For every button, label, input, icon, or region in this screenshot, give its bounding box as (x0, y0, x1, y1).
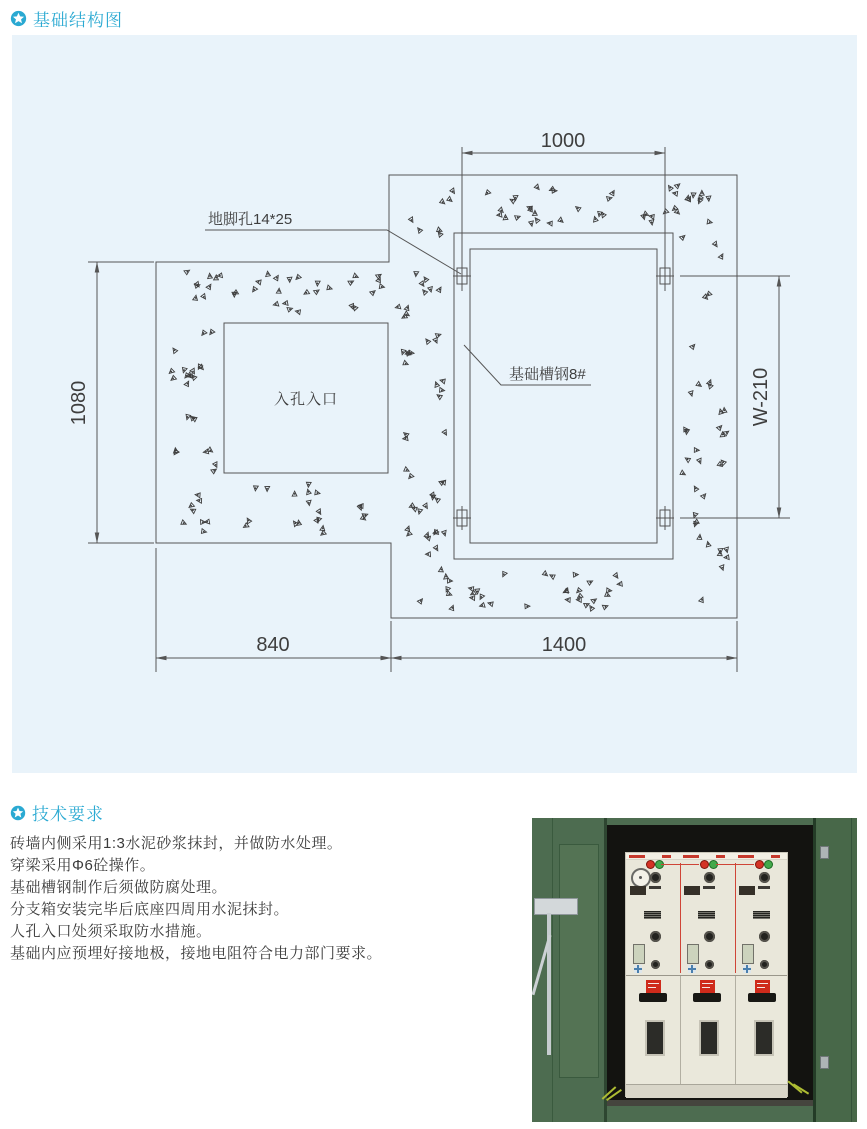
cabinet-plinth (626, 1084, 787, 1098)
gauge-dial (631, 868, 651, 888)
concrete-mark (358, 502, 365, 509)
concrete-mark (276, 288, 282, 295)
concrete-mark (211, 469, 217, 474)
concrete-mark (208, 328, 215, 334)
section-title-label: 基础结构图 (33, 11, 123, 30)
concrete-mark (395, 304, 401, 309)
concrete-mark (446, 578, 453, 584)
concrete-mark (584, 604, 590, 608)
concrete-mark (692, 448, 699, 454)
concrete-mark (376, 277, 383, 284)
concrete-mark (409, 503, 415, 507)
concrete-mark (541, 571, 547, 578)
concrete-mark (606, 197, 612, 202)
vent-grille (753, 911, 770, 919)
concrete-mark (649, 213, 656, 220)
indicator-light-red (756, 861, 763, 868)
concrete-mark (695, 381, 701, 388)
concrete-mark (313, 490, 320, 497)
tech-requirement-item: 基础内应预埋好接地极，接地电阻符合电力部门要求。 (10, 945, 383, 962)
concrete-mark (200, 529, 207, 536)
concrete-mark (478, 593, 485, 600)
concrete-mark (694, 486, 699, 492)
tech-requirement-item: 穿梁采用Φ6砼操作。 (10, 857, 156, 874)
concrete-mark (572, 572, 579, 578)
concrete-mark (712, 241, 717, 247)
cabinet-label-red (771, 855, 780, 858)
concrete-mark (192, 415, 199, 422)
concrete-mark (252, 484, 259, 491)
concrete-mark (575, 587, 582, 593)
channel-steel-label: 基础槽钢8# (509, 366, 586, 383)
cabinet-right-door (813, 818, 857, 1122)
concrete-mark (200, 329, 207, 335)
concrete-mark (194, 281, 199, 287)
concrete-mark (564, 588, 571, 595)
cabinet-label-red (716, 855, 725, 858)
concrete-mark (351, 273, 358, 280)
concrete-mark (307, 489, 312, 495)
knob-label (649, 886, 661, 889)
concrete-mark (535, 217, 540, 223)
operation-knob (759, 931, 770, 942)
concrete-mark (412, 505, 419, 512)
concrete-mark (443, 585, 450, 592)
concrete-mark (444, 574, 450, 581)
operation-knob (704, 931, 715, 942)
concrete-mark (717, 426, 724, 432)
inspection-window (645, 1020, 665, 1056)
concrete-mark (168, 368, 175, 374)
concrete-mark (424, 276, 429, 282)
concrete-mark (648, 218, 654, 225)
concrete-mark (679, 470, 686, 477)
display-window (633, 944, 645, 964)
concrete-mark (403, 435, 410, 441)
concrete-mark (436, 287, 443, 294)
concrete-mark (528, 220, 533, 226)
channel-frame-outer (454, 233, 673, 559)
concrete-mark (674, 184, 680, 190)
concrete-mark (438, 387, 445, 394)
concrete-mark (601, 212, 606, 218)
concrete-mark (500, 570, 507, 577)
operation-knob (760, 960, 769, 969)
concrete-mark (617, 580, 624, 586)
concrete-mark (435, 496, 441, 503)
concrete-mark (718, 254, 725, 261)
concrete-mark (256, 278, 263, 285)
concrete-mark (217, 272, 224, 278)
concrete-mark (717, 551, 724, 558)
indicator-light-green (765, 861, 772, 868)
concrete-mark (442, 430, 447, 436)
nameplate-dark (684, 886, 700, 895)
operation-knob (650, 931, 661, 942)
concrete-mark (610, 190, 617, 197)
concrete-mark (706, 542, 711, 548)
manhole-label: 入孔入口 (273, 391, 339, 408)
concrete-mark (662, 208, 668, 214)
concrete-mark (188, 502, 194, 507)
concrete-mark (195, 491, 202, 498)
concrete-mark (425, 550, 432, 556)
concrete-mark (417, 599, 424, 605)
concrete-mark (401, 360, 408, 367)
concrete-mark (208, 273, 214, 280)
star-badge-icon (10, 805, 26, 821)
mimic-cross-symbol (743, 965, 751, 973)
concrete-mark (534, 184, 539, 190)
operation-knob (759, 872, 770, 883)
display-window (687, 944, 699, 964)
mimic-bus-line (680, 863, 681, 973)
concrete-mark (263, 485, 269, 492)
foundation-diagram (12, 35, 857, 773)
vent-grille (698, 911, 715, 919)
concrete-mark (286, 276, 292, 283)
concrete-mark (441, 530, 446, 536)
cabinet-lower-doors (626, 975, 787, 1084)
concrete-mark (305, 480, 311, 487)
concrete-mark (283, 300, 290, 306)
concrete-mark (640, 213, 645, 219)
cabinet-top-label-strip (626, 853, 787, 860)
concrete-mark (723, 546, 728, 552)
concrete-mark (716, 461, 722, 468)
concrete-mark (688, 390, 693, 396)
concrete-mark (320, 526, 327, 533)
concrete-mark (295, 308, 302, 315)
display-window (742, 944, 754, 964)
tech-requirement-item: 基础槽钢制作后须做防腐处理。 (10, 879, 228, 896)
cabinet-label-red (662, 855, 671, 858)
concrete-mark (565, 596, 572, 603)
concrete-mark (349, 303, 354, 309)
concrete-mark (685, 456, 691, 463)
concrete-mark (724, 554, 731, 560)
cabinet-label-red (683, 855, 699, 858)
operation-knob (650, 872, 661, 883)
concrete-mark (407, 473, 414, 479)
concrete-mark (514, 216, 520, 221)
dimension-right-value: W-210 (750, 367, 772, 427)
concrete-mark (247, 518, 252, 524)
concrete-mark (199, 520, 206, 526)
concrete-mark (179, 520, 186, 527)
dimension-left-value: 1080 (68, 380, 90, 426)
concrete-mark (362, 514, 368, 519)
concrete-mark (402, 467, 409, 474)
concrete-mark (404, 305, 411, 312)
switchgear-cabinet (625, 852, 788, 1097)
concrete-mark (602, 605, 608, 610)
concrete-mark (577, 593, 583, 598)
concrete-mark (213, 462, 217, 468)
cabinet-photo (532, 818, 857, 1122)
concrete-mark (325, 285, 332, 292)
dimension-bottom-right-value: 1400 (541, 634, 587, 656)
door-slot-handle (639, 993, 667, 1002)
concrete-mark (408, 217, 413, 223)
concrete-mark (697, 458, 702, 464)
concrete-mark (547, 219, 554, 226)
concrete-mark (426, 338, 431, 344)
dimension-bottom-left-value: 840 (256, 634, 290, 656)
door-panel-line (851, 818, 852, 1122)
star-badge-icon (10, 10, 27, 27)
concrete-mark (439, 567, 446, 574)
concrete-mark (295, 274, 302, 280)
door-divider (735, 976, 736, 1084)
concrete-mark (314, 279, 320, 286)
concrete-mark (699, 597, 706, 604)
dimension-top-value: 1000 (540, 130, 586, 152)
concrete-mark (587, 581, 593, 585)
mimic-cross-symbol (688, 965, 696, 973)
concrete-mark (304, 289, 310, 294)
concrete-mark (690, 344, 697, 350)
indicator-light-red (701, 861, 708, 868)
concrete-mark (273, 301, 279, 306)
concrete-mark (557, 217, 563, 224)
tech-requirements-list (10, 833, 510, 965)
inspection-window (754, 1020, 774, 1056)
concrete-mark (590, 605, 595, 611)
nameplate-red (755, 980, 770, 993)
knob-label (758, 886, 770, 889)
concrete-mark (214, 275, 220, 282)
anchor-hole-label: 地脚孔14*25 (208, 211, 293, 228)
concrete-mark (200, 294, 205, 300)
nameplate-red (700, 980, 715, 993)
mimic-cross-symbol (634, 965, 642, 973)
tech-requirement-item: 分支箱安装完毕后底座四周用水泥抹封。 (10, 901, 290, 918)
concrete-mark (441, 478, 448, 485)
operation-knob (705, 960, 714, 969)
concrete-mark (532, 210, 538, 217)
concrete-mark (170, 375, 176, 380)
cabinet-floor (604, 1100, 813, 1106)
door-latch-plate (534, 898, 578, 915)
concrete-mark (377, 284, 384, 291)
concrete-mark (314, 290, 320, 295)
concrete-mark (353, 304, 358, 310)
cabinet-label-red (629, 855, 645, 858)
door-inset-panel (559, 844, 599, 1078)
concrete-mark (184, 381, 191, 388)
mimic-bus-line (735, 863, 736, 973)
concrete-mark (697, 534, 704, 541)
concrete-mark (427, 286, 432, 292)
concrete-mark (316, 509, 321, 515)
indicator-light-red (647, 861, 654, 868)
concrete-mark (439, 199, 445, 206)
nameplate-dark (630, 886, 646, 895)
concrete-mark (691, 511, 698, 518)
concrete-mark (550, 572, 557, 579)
concrete-mark (576, 205, 582, 212)
concrete-mark (204, 518, 211, 524)
concrete-mark (484, 189, 491, 195)
cabinet-label-red (738, 855, 754, 858)
concrete-mark (440, 377, 447, 384)
concrete-mark (274, 275, 281, 282)
concrete-mark (450, 188, 455, 194)
section-title-tech (10, 800, 104, 825)
concrete-mark (669, 185, 674, 191)
concrete-mark (173, 347, 178, 353)
vent-grille (644, 911, 661, 919)
section-title-foundation (10, 6, 123, 31)
door-slot-handle (693, 993, 721, 1002)
concrete-mark (348, 281, 354, 285)
concrete-mark (423, 503, 428, 509)
concrete-mark (418, 227, 423, 233)
concrete-mark (523, 604, 530, 610)
diagram-panel (12, 35, 857, 773)
door-hinge (820, 846, 829, 859)
nameplate-dark (739, 886, 755, 895)
concrete-mark (412, 270, 418, 277)
door-hinge (820, 1056, 829, 1069)
mimic-bus-line (661, 864, 699, 865)
concrete-mark (433, 545, 438, 551)
cabinet-mimic-panel (626, 860, 787, 975)
concrete-mark (435, 382, 440, 388)
door-slot-handle (748, 993, 776, 1002)
concrete-mark (469, 585, 476, 592)
anchor-hole-leader (205, 230, 461, 274)
operation-knob (651, 960, 660, 969)
concrete-mark (184, 413, 191, 420)
concrete-mark (251, 285, 258, 291)
concrete-mark (419, 281, 424, 287)
concrete-mark (705, 194, 711, 201)
concrete-mark (719, 564, 724, 570)
concrete-mark (503, 215, 509, 222)
knob-label (703, 886, 715, 889)
concrete-mark (370, 291, 376, 296)
door-divider (680, 976, 681, 1084)
concrete-mark (446, 196, 452, 203)
concrete-mark (437, 393, 443, 400)
concrete-mark (292, 491, 298, 498)
concrete-mark (180, 366, 187, 373)
concrete-mark (305, 499, 311, 506)
concrete-mark (591, 599, 597, 604)
concrete-mark (190, 507, 197, 514)
operation-knob (704, 872, 715, 883)
concrete-mark (613, 573, 618, 579)
concrete-mark (184, 270, 190, 275)
inspection-window (699, 1020, 719, 1056)
concrete-mark (193, 295, 200, 302)
nameplate-red (646, 980, 661, 993)
concrete-mark (206, 284, 213, 291)
tech-requirement-item: 人孔入口处须采取防水措施。 (10, 923, 212, 940)
concrete-mark (404, 431, 410, 438)
concrete-mark (679, 235, 686, 241)
cabinet-left-door (532, 818, 607, 1122)
concrete-mark (423, 289, 429, 295)
concrete-mark (474, 587, 480, 594)
concrete-mark (433, 337, 437, 343)
concrete-mark (594, 217, 599, 223)
concrete-mark (721, 459, 727, 466)
concrete-mark (266, 271, 272, 278)
concrete-mark (705, 219, 712, 226)
concrete-mark (488, 600, 495, 607)
concrete-mark (286, 308, 292, 313)
concrete-mark (701, 494, 708, 500)
concrete-mark (399, 348, 406, 355)
concrete-mark (673, 189, 680, 196)
tech-requirement-item: 砖墙内侧采用1:3水泥砂浆抹封，并做防水处理。 (10, 835, 343, 852)
mimic-bus-line (716, 864, 754, 865)
concrete-mark (480, 602, 486, 607)
concrete-mark (449, 605, 456, 612)
section-title-label: 技术要求 (32, 805, 104, 824)
door-panel-line (552, 818, 553, 1122)
concrete-mark (359, 515, 365, 522)
